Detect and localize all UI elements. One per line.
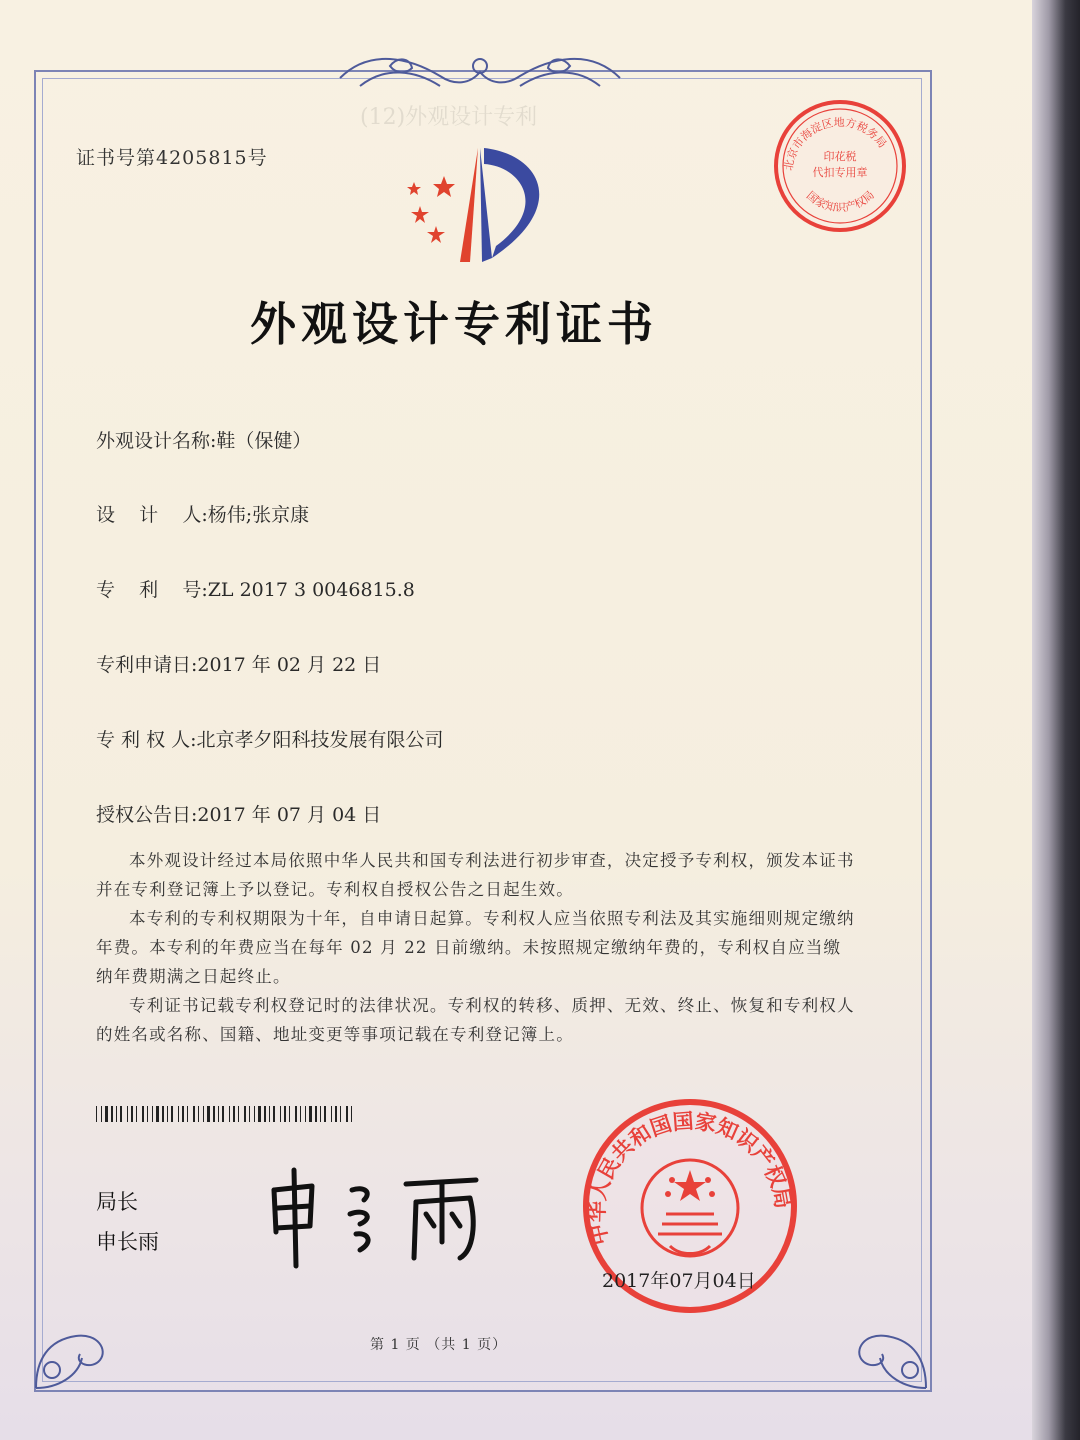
field-designer (96, 500, 309, 527)
field-value: 鞋（保健） (216, 430, 312, 452)
tax-stamp-center-2: 代扣专用章 (812, 166, 868, 179)
certificate-title: 外观设计专利证书 (250, 297, 658, 351)
field-design-name (96, 426, 311, 453)
page-number: 第 1 页 （共 1 页） (370, 1337, 508, 1353)
field-patentee (96, 725, 444, 752)
certificate-number: 证书号第4205815号 (76, 147, 268, 169)
tax-stamp-center-1: 印花税 (823, 150, 857, 163)
field-label: 专 利 权 人: (96, 729, 197, 751)
field-value: 杨伟;张京康 (207, 504, 310, 526)
officer-name: 申长雨 (96, 1230, 159, 1254)
binding-edge (1032, 0, 1080, 1440)
tax-stamp-bottom-text: 国家知识产权局 (803, 188, 877, 215)
field-patent-number (96, 575, 415, 602)
field-label: 专 利 号: (96, 579, 208, 601)
field-label: 授权公告日: (96, 804, 198, 826)
certificate-body (96, 846, 856, 1049)
bleed-through-text: (12)外观设计专利 (360, 105, 538, 130)
seal-date: 2017年07月04日 (602, 1270, 756, 1292)
tax-stamp-seal (770, 96, 910, 236)
field-value: 北京孝夕阳科技发展有限公司 (196, 729, 444, 751)
bottom-right-corner-ornament (838, 1300, 934, 1396)
field-label: 专利申请日: (96, 654, 198, 676)
body-paragraph: 本专利的专利权期限为十年，自申请日起算。专利权人应当依照专利法及其实施细则规定缴纳年费。本专利的年费应当在每年 02 月 22 日前缴纳。未按照规定缴纳年费的，专利权自应当缴纳年费期满之日起终止。 (96, 909, 855, 986)
field-application-date (96, 650, 381, 677)
field-value: 2017 年 07 月 04 日 (197, 804, 382, 826)
officer-title: 局长 (96, 1190, 138, 1214)
body-paragraph: 本外观设计经过本局依照中华人民共和国专利法进行初步审查，决定授予专利权，颁发本证书并在专利登记簿上予以登记。专利权自授权公告之日起生效。 (96, 851, 855, 899)
field-grant-date (96, 800, 381, 827)
barcode (96, 1106, 358, 1122)
field-label: 外观设计名称: (96, 430, 217, 452)
body-paragraph: 专利证书记载专利权登记时的法律状况。专利权的转移、质押、无效、终止、恢复和专利权人的姓名或名称、国籍、地址变更等事项记载在专利登记簿上。 (96, 996, 855, 1044)
director-signature (256, 1162, 496, 1272)
seal-ring-text: 中华人民共和国国家知识产权局 (584, 1108, 796, 1248)
tax-stamp-ring-text: 北京市海淀区地方税务局 (781, 115, 889, 172)
cnipa-emblem-logo (400, 146, 560, 266)
field-label: 设 计 人: (96, 504, 208, 526)
field-value: 2017 年 02 月 22 日 (197, 654, 382, 676)
bottom-left-corner-ornament (28, 1300, 124, 1396)
field-value: ZL 2017 3 0046815.8 (207, 579, 415, 601)
top-scroll-ornament (330, 48, 630, 96)
